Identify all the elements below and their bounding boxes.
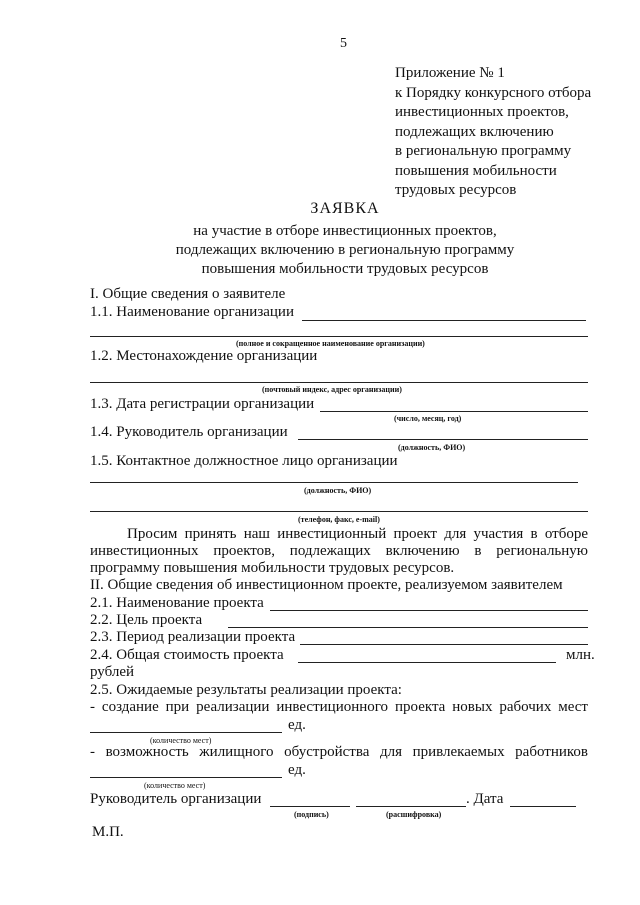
appendix-line: подлежащих включению [395,123,554,140]
field-contact-label: 1.5. Контактное должностное лицо организации [90,453,398,469]
result-housing-line[interactable] [90,777,282,778]
subtitle-line: повышения мобильности трудовых ресурсов [201,261,489,277]
caption-org-name: (полное и сокращенное наименование организации) [236,339,425,348]
section1-heading: I. Общие сведения о заявителе [90,286,286,302]
cost-unit-2: рублей [90,664,135,680]
field-contact-line-2[interactable] [90,511,588,512]
result-jobs-line[interactable] [90,732,282,733]
appendix-line: Приложение № 1 [395,65,505,81]
result-housing-unit: ед. [288,762,306,778]
result-housing-text: - возможность жилищного обустройства для привлекаемых работников [90,744,588,760]
result-jobs-text: - создание при реализации инвестиционного проекта новых рабочих мест [90,699,588,715]
caption-housing: (количество мест) [144,781,206,790]
caption-org-location: (почтовый индекс, адрес организации) [262,385,402,394]
field-org-location-line[interactable] [90,382,588,383]
subtitle-line: на участие в отборе инвестиционных проектов, [193,223,497,239]
date-line[interactable] [510,806,576,807]
field-org-name-line-2[interactable] [90,336,588,337]
decode-line[interactable] [356,806,466,807]
date-label: . Дата [466,791,504,807]
field-org-location-label: 1.2. Местонахождение организации [90,348,318,364]
field-project-cost-label: 2.4. Общая стоимость проекта [90,647,284,663]
caption-reg-date: (число, месяц, год) [394,414,462,423]
field-org-name-label: 1.1. Наименование организации [90,304,294,320]
signature-line[interactable] [270,806,350,807]
expected-results-label: 2.5. Ожидаемые результаты реализации проекта: [90,682,402,698]
section2-heading: II. Общие сведения об инвестиционном проекте, реализуемом заявителем [90,577,563,593]
field-project-period-line[interactable] [300,644,588,645]
appendix-line: инвестиционных проектов, [395,104,569,120]
appendix-line: трудовых ресурсов [395,182,517,198]
appendix-line: в региональную программу [395,143,572,159]
field-project-name-line[interactable] [270,610,588,611]
field-contact-line-1[interactable] [90,482,578,483]
request-line-2: инвестиционных проектов, подлежащих включению в региональную [90,543,588,559]
caption-contact-2: (телефон, факс, e-mail) [298,515,380,524]
appendix-block [395,64,591,201]
appendix-line: к Порядку конкурсного отбора [395,84,592,101]
field-project-period-label: 2.3. Период реализации проекта [90,629,296,645]
subtitle-line: подлежащих включению в региональную программу [175,242,515,258]
document-title: ЗАЯВКА [310,200,380,217]
field-head-line[interactable] [298,439,588,440]
field-reg-date-label: 1.3. Дата регистрации организации [90,396,315,412]
caption-head: (должность, ФИО) [398,443,466,452]
document-subtitle [0,222,640,279]
field-org-name-line[interactable] [302,320,586,321]
caption-decode: (расшифровка) [386,810,442,819]
caption-jobs: (количество мест) [150,736,212,745]
caption-signature: (подпись) [294,810,329,819]
signature-label: Руководитель организации [90,791,262,807]
caption-contact-1: (должность, ФИО) [304,486,372,495]
request-line-1: Просим принять наш инвестиционный проект для участия в отборе [127,526,588,542]
field-reg-date-line[interactable] [320,411,588,412]
appendix-line: повышения мобильности [395,162,557,179]
result-jobs-unit: ед. [288,717,306,733]
stamp-place: М.П. [92,824,124,840]
request-line-3: программу повышения мобильности трудовых ресурсов. [90,560,455,576]
field-project-goal-label: 2.2. Цель проекта [90,612,203,628]
field-head-label: 1.4. Руководитель организации [90,424,288,440]
field-project-name-label: 2.1. Наименование проекта [90,595,264,611]
page-number: 5 [340,36,347,51]
cost-unit: млн. [566,647,595,663]
field-project-goal-line[interactable] [228,627,588,628]
field-project-cost-line[interactable] [298,662,556,663]
